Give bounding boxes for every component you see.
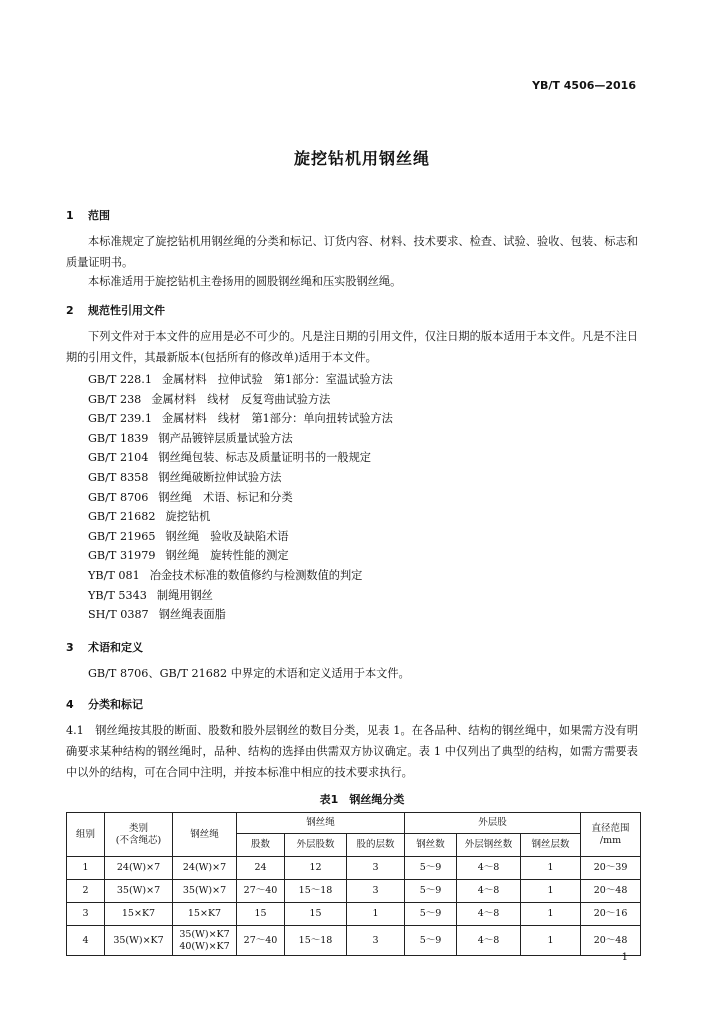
reference-item — [88, 409, 393, 429]
section-title: 分类和标记 — [88, 698, 143, 711]
cell-outer-strands: 12 — [285, 857, 347, 880]
document-code: YB/T 4506—2016 — [532, 79, 636, 92]
header-rope-span: 钢丝绳 — [237, 813, 405, 834]
header-diameter-label: 直径范围 — [591, 822, 630, 834]
header-diameter-unit: /mm — [599, 834, 622, 846]
cell-diameter: 20～39 — [581, 857, 641, 880]
reference-item — [88, 527, 393, 547]
section-1-heading — [66, 207, 110, 223]
cell-category: 35(W)×K7 — [105, 926, 173, 956]
section-title: 术语和定义 — [88, 641, 143, 654]
section-number: 3 — [66, 641, 74, 654]
cell-strands: 15 — [237, 903, 285, 926]
cell-strand-layers: 3 — [347, 880, 405, 903]
reference-title: 钢丝绳破断拉伸试验方法 — [158, 470, 282, 484]
cell-diameter: 20～16 — [581, 903, 641, 926]
cell-strand-layers: 1 — [347, 903, 405, 926]
reference-item — [88, 390, 393, 410]
cell-outer-strands: 15～18 — [285, 880, 347, 903]
table-caption: 表1 钢丝绳分类 — [319, 793, 405, 806]
table-row — [67, 903, 641, 926]
cell-wires: 5～9 — [405, 903, 457, 926]
header-strand-count: 股数 — [237, 834, 285, 857]
reference-item — [88, 546, 393, 566]
table-row — [67, 926, 641, 956]
table-row — [67, 880, 641, 903]
reference-title: 钢产品镀锌层质量试验方法 — [158, 431, 293, 445]
cell-rope-line-2: 40(W)×K7 — [179, 940, 230, 952]
reference-code: GB/T 8358 — [88, 470, 149, 484]
reference-code: GB/T 8706 — [88, 490, 149, 504]
reference-title: 制绳用钢丝 — [156, 588, 213, 602]
cell-rope: 15×K7 — [173, 903, 237, 926]
table-row — [67, 857, 641, 880]
normative-references-list — [88, 370, 393, 625]
section-3-heading — [66, 639, 143, 655]
cell-outer-strands: 15～18 — [285, 926, 347, 956]
section-title: 范围 — [88, 209, 110, 222]
cell-group: 2 — [67, 880, 105, 903]
document-title: 旋挖钻机用钢丝绳 — [293, 149, 430, 168]
reference-item — [88, 468, 393, 488]
reference-item — [88, 370, 393, 390]
table-header-row — [67, 813, 641, 834]
reference-code: GB/T 21682 — [88, 510, 156, 524]
reference-item — [88, 448, 393, 468]
reference-code: YB/T 081 — [88, 568, 140, 582]
reference-title: 钢丝绳包装、标志及质量证明书的一般规定 — [158, 451, 371, 465]
section-number: 4 — [66, 698, 74, 711]
cell-outer-wires: 4～8 — [457, 926, 521, 956]
cell-rope-line-1: 35(W)×K7 — [179, 928, 230, 940]
reference-code: GB/T 1839 — [88, 431, 149, 445]
cell-outer-strands: 15 — [285, 903, 347, 926]
clause-4-1-paragraph: 4.1 钢丝绳按其股的断面、股数和股外层钢丝的数目分类，见表 1。在各品种、结构的钢丝绳中，如果需方没有明确要求某种结构的钢丝绳时，品种、结构的选择由供需双方协议确定。表 1 中仅列出了典型的结构，如需方需要表中以外的结构，可在合同中注明，并按本标准中相应的技术要求执行。 — [66, 724, 638, 779]
reference-title: 金属材料 线材 第1部分：单向扭转试验方法 — [161, 412, 393, 426]
header-outer-strand-count: 外层股数 — [285, 834, 347, 857]
reference-item — [88, 566, 393, 586]
header-outer-wire-count: 外层钢丝数 — [457, 834, 521, 857]
header-strand-layers: 股的层数 — [347, 834, 405, 857]
page-number: 1 — [621, 952, 628, 963]
section-2-heading — [66, 302, 165, 318]
reference-title: 钢丝绳表面脂 — [158, 608, 226, 622]
section-1-paragraph-1: 本标准规定了旋挖钻机用钢丝绳的分类和标记、订货内容、材料、技术要求、检查、试验、验收、包装、标志和质量证明书。 — [66, 235, 638, 269]
cell-group: 1 — [67, 857, 105, 880]
reference-item — [88, 507, 393, 527]
section-3-paragraph-1: GB/T 8706、GB/T 21682 中界定的术语和定义适用于本文件。 — [88, 667, 410, 680]
cell-outer-wires: 4～8 — [457, 903, 521, 926]
section-number: 1 — [66, 209, 74, 222]
reference-code: GB/T 238 — [88, 392, 142, 406]
reference-item — [88, 586, 393, 606]
cell-strands: 24 — [237, 857, 285, 880]
header-outer-strand: 外层股 — [405, 813, 581, 834]
cell-strand-layers: 3 — [347, 926, 405, 956]
section-2-paragraph-1: 下列文件对于本文件的应用是必不可少的。凡是注日期的引用文件，仅注日期的版本适用于本文件。凡是不注日期的引用文件，其最新版本(包括所有的修改单)适用于本文件。 — [66, 330, 638, 364]
reference-item — [88, 605, 393, 625]
cell-group: 4 — [67, 926, 105, 956]
header-wire-layers: 钢丝层数 — [521, 834, 581, 857]
reference-title: 钢丝绳 旋转性能的测定 — [165, 549, 289, 563]
cell-wires: 5～9 — [405, 926, 457, 956]
section-4-heading — [66, 696, 143, 712]
cell-wire-layers: 1 — [521, 880, 581, 903]
cell-wire-layers: 1 — [521, 926, 581, 956]
cell-diameter: 20～48 — [581, 926, 641, 956]
cell-outer-wires: 4～8 — [457, 857, 521, 880]
reference-title: 金属材料 线材 反复弯曲试验方法 — [151, 392, 331, 406]
reference-item — [88, 429, 393, 449]
reference-code: YB/T 5343 — [88, 588, 147, 602]
cell-diameter: 20～48 — [581, 880, 641, 903]
reference-title: 金属材料 拉伸试验 第1部分：室温试验方法 — [161, 373, 393, 386]
reference-code: GB/T 2104 — [88, 451, 149, 465]
rope-classification-table — [66, 812, 641, 956]
section-number: 2 — [66, 304, 74, 317]
header-diameter — [581, 813, 641, 857]
header-wire-count: 钢丝数 — [405, 834, 457, 857]
reference-title: 旋挖钻机 — [165, 510, 211, 524]
cell-rope — [173, 926, 237, 956]
cell-strand-layers: 3 — [347, 857, 405, 880]
section-title: 规范性引用文件 — [88, 304, 165, 317]
reference-item — [88, 488, 393, 508]
header-category — [105, 813, 173, 857]
cell-group: 3 — [67, 903, 105, 926]
reference-code: GB/T 31979 — [88, 549, 156, 563]
reference-title: 钢丝绳 验收及缺陷术语 — [165, 529, 289, 543]
header-rope: 钢丝绳 — [173, 813, 237, 857]
cell-wires: 5～9 — [405, 880, 457, 903]
reference-code: GB/T 21965 — [88, 529, 156, 543]
header-category-label: 类别 — [128, 822, 148, 834]
header-category-sub: (不含绳芯) — [115, 834, 162, 846]
cell-strands: 27～40 — [237, 926, 285, 956]
section-1-paragraph-2: 本标准适用于旋挖钻机主卷扬用的圆股钢丝绳和压实股钢丝绳。 — [88, 275, 402, 288]
cell-category: 35(W)×7 — [105, 880, 173, 903]
cell-category: 15×K7 — [105, 903, 173, 926]
cell-outer-wires: 4～8 — [457, 880, 521, 903]
reference-code: GB/T 228.1 — [88, 373, 152, 386]
reference-title: 钢丝绳 术语、标记和分类 — [158, 490, 293, 504]
header-group: 组别 — [67, 813, 105, 857]
cell-wire-layers: 1 — [521, 857, 581, 880]
cell-category: 24(W)×7 — [105, 857, 173, 880]
reference-title: 冶金技术标准的数值修约与检测数值的判定 — [149, 568, 363, 582]
cell-wire-layers: 1 — [521, 903, 581, 926]
reference-code: GB/T 239.1 — [88, 412, 152, 426]
cell-rope: 24(W)×7 — [173, 857, 237, 880]
cell-wires: 5～9 — [405, 857, 457, 880]
reference-code: SH/T 0387 — [88, 608, 149, 622]
cell-strands: 27～40 — [237, 880, 285, 903]
cell-rope: 35(W)×7 — [173, 880, 237, 903]
